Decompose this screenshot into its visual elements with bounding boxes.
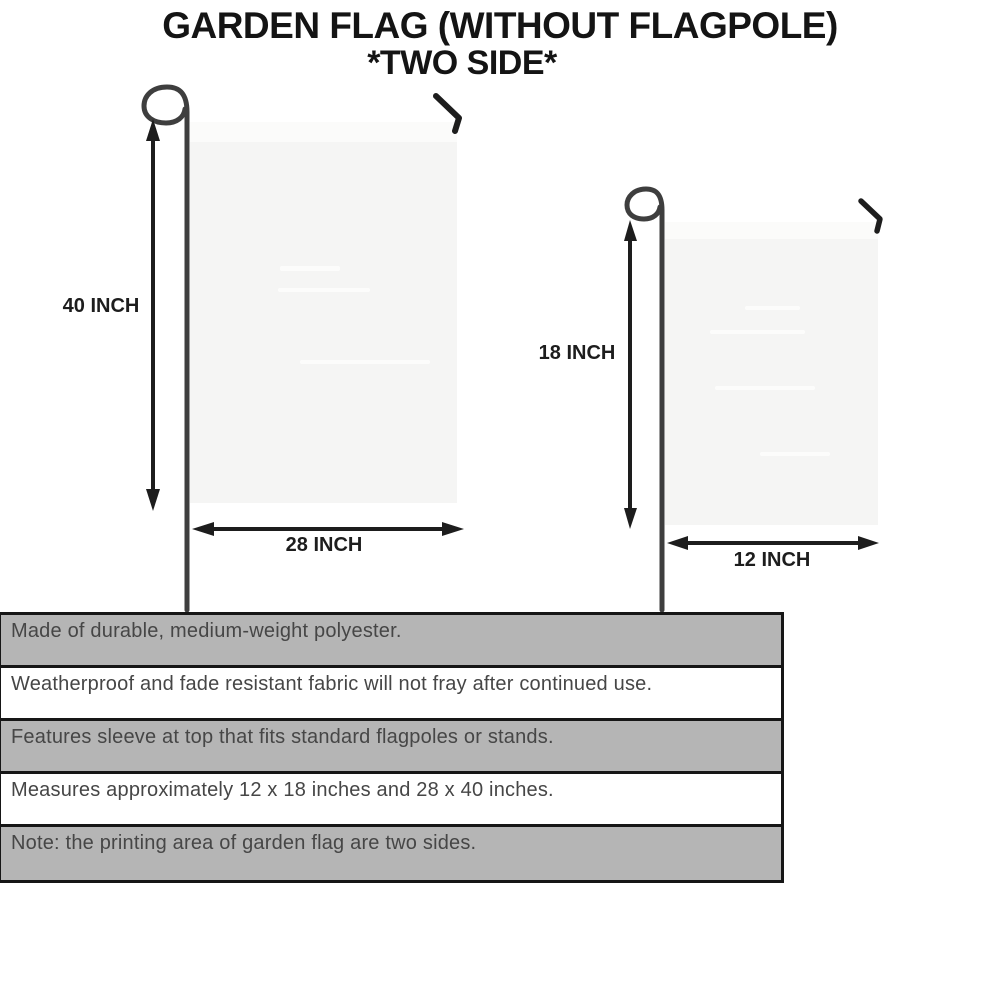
flag-canvas-large [190,122,457,503]
flag-sleeve-small [665,222,878,239]
large-flag-assembly [144,87,464,610]
height-label-large: 40 INCH [62,295,140,317]
feature-row: Measures approximately 12 x 18 inches and 28 x 40 inches. [1,774,781,827]
height-label-small: 18 INCH [538,342,616,364]
small-flag-assembly [624,189,880,610]
feature-row: Features sleeve at top that fits standard flagpoles or stands. [1,721,781,774]
title-line-2: *TWO SIDE* [367,44,557,83]
title-line-1: GARDEN FLAG (WITHOUT FLAGPOLE) [162,5,838,46]
feature-row: Note: the printing area of garden flag are two sides. [1,827,781,880]
flag-sleeve-large [190,122,457,142]
flag-canvas-small [665,222,878,525]
feature-row: Weatherproof and fade resistant fabric will not fray after continued use. [1,668,781,721]
height-arrow-large [146,119,160,511]
flagpole-large [144,87,187,610]
width-arrow-small [667,536,879,550]
width-label-large: 28 INCH [285,534,363,556]
feature-row: Made of durable, medium-weight polyester. [1,615,781,668]
feature-table [0,612,784,883]
flagpole-small [627,189,662,610]
height-arrow-small [624,220,637,529]
width-label-small: 12 INCH [733,549,811,571]
